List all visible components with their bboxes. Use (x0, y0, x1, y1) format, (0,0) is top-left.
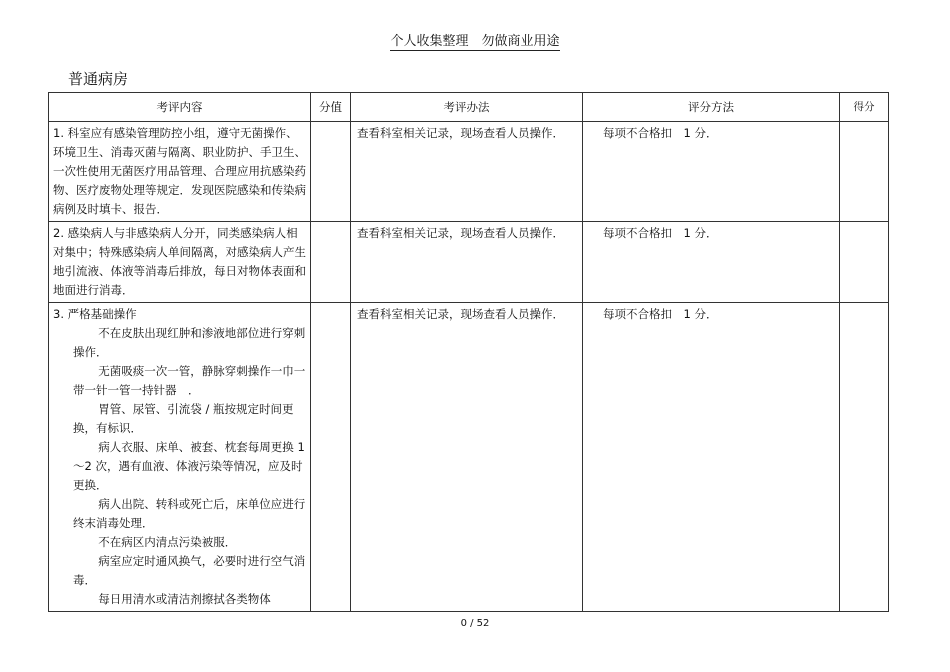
header-note (0, 30, 950, 49)
header-content: 考评内容 (49, 93, 311, 122)
row3-item: 病人出院、转科或死亡后，床单位应进行终末消毒处理． (73, 497, 306, 530)
row1-score (311, 122, 351, 222)
row2-content: 2. 感染病人与非感染病人分开，同类感染病人相对集中；特殊感染病人单间隔离，对感染病人产生地引流液、体液等消毒后排放，每日对物体表面和地面进行消毒． (49, 222, 311, 303)
page-number: 0 / 52 (460, 618, 490, 629)
row3-item: 每日用清水或清洁剂擦拭各类物体 (98, 592, 271, 606)
header-scoring: 评分方法 (583, 93, 840, 122)
section-title: 普通病房 (68, 70, 129, 88)
row2-result (840, 222, 889, 303)
table-header-row (49, 93, 889, 122)
row3-score (311, 303, 351, 612)
header-score: 分值 (311, 93, 351, 122)
row3-item: 不在皮肤出现红肿和渗液地部位进行穿刺操作． (73, 326, 306, 359)
table-row (49, 303, 889, 612)
row3-item: 无菌吸痰一次一管，静脉穿刺操作一巾一带一针一管一持针器 ． (73, 364, 306, 397)
row3-item: 胃管、尿管、引流袋 / 瓶按规定时间更换，有标识． (73, 402, 294, 435)
row3-item: 病室应定时通风换气，必要时进行空气消毒． (73, 554, 306, 587)
row1-method: 查看科室相关记录，现场查看人员操作． (351, 122, 583, 222)
row3-result (840, 303, 889, 612)
row3-item: 不在病区内清点污染被服． (98, 535, 237, 549)
header-method: 考评办法 (351, 93, 583, 122)
row1-scoring: 每项不合格扣 1 分． (583, 122, 840, 222)
evaluation-table (48, 92, 889, 612)
row2-score (311, 222, 351, 303)
row3-method: 查看科室相关记录，现场查看人员操作． (351, 303, 583, 612)
row2-scoring: 每项不合格扣 1 分． (583, 222, 840, 303)
table-row (49, 222, 889, 303)
row2-method: 查看科室相关记录，现场查看人员操作． (351, 222, 583, 303)
row3-content (49, 303, 311, 612)
table-row (49, 122, 889, 222)
header-result: 得分 (840, 93, 889, 122)
row3-scoring: 每项不合格扣 1 分． (583, 303, 840, 612)
row1-result (840, 122, 889, 222)
row3-title: 3. 严格基础操作 (53, 307, 137, 321)
row3-item: 病人衣服、床单、被套、枕套每周更换 1～2 次，遇有血液、体液污染等情况，应及时更换． (73, 440, 305, 492)
row1-content: 1. 科室应有感染管理防控小组，遵守无菌操作、环境卫生、消毒灭菌与隔离、职业防护、手卫生、一次性使用无菌医疗用品管理、合理应用抗感染药物、医疗废物处理等规定．发现医院感染和传染病病例及时填卡、报告． (49, 122, 311, 222)
header-note-text: 个人收集整理 勿做商业用途 (390, 34, 560, 49)
